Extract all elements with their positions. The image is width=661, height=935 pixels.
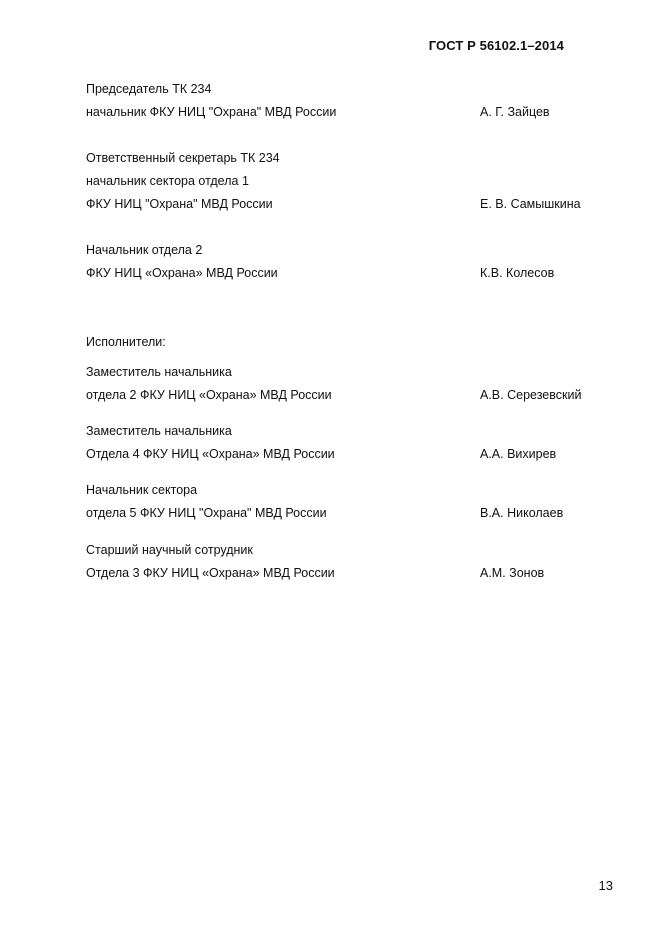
- executor-1-position-line-2: отдела 2 ФКУ НИЦ «Охрана» МВД России: [86, 388, 332, 402]
- signature-2-name: Е. В. Самышкина: [480, 197, 581, 211]
- executor-3-position-line-1: Начальник сектора: [86, 483, 198, 497]
- executor-2-position-line-2: Отдела 4 ФКУ НИЦ «Охрана» МВД России: [86, 447, 335, 461]
- executor-2-position-line-1: Заместитель начальника: [86, 424, 232, 438]
- signature-3-name: К.В. Колесов: [480, 266, 555, 280]
- executor-2-name: А.А. Вихирев: [480, 447, 557, 461]
- document-header: ГОСТ Р 56102.1–2014: [428, 38, 564, 53]
- page-number: 13: [598, 878, 613, 893]
- signature-1-position-line-2: начальник ФКУ НИЦ "Охрана" МВД России: [86, 105, 337, 119]
- signature-2-position-line-1: Ответственный секретарь ТК 234: [86, 151, 280, 165]
- executor-3-name: В.А. Николаев: [480, 506, 564, 520]
- executor-3-position-line-2: отдела 5 ФКУ НИЦ "Охрана" МВД России: [86, 506, 327, 520]
- executor-4-name: А.М. Зонов: [480, 566, 545, 580]
- signature-2-position-line-2: начальник сектора отдела 1: [86, 174, 249, 188]
- executor-4-position-line-2: Отдела 3 ФКУ НИЦ «Охрана» МВД России: [86, 566, 335, 580]
- signature-1-position-line-1: Председатель ТК 234: [86, 82, 212, 96]
- executors-heading: Исполнители:: [86, 335, 166, 349]
- signature-1-name: А. Г. Зайцев: [480, 105, 550, 119]
- signature-3-position-line-1: Начальник отдела 2: [86, 243, 203, 257]
- signature-2-position-line-3: ФКУ НИЦ "Охрана" МВД России: [86, 197, 273, 211]
- executor-1-position-line-1: Заместитель начальника: [86, 365, 232, 379]
- executor-4-position-line-1: Старший научный сотрудник: [86, 543, 253, 557]
- signature-3-position-line-2: ФКУ НИЦ «Охрана» МВД России: [86, 266, 278, 280]
- executor-1-name: А.В. Серезевский: [480, 388, 582, 402]
